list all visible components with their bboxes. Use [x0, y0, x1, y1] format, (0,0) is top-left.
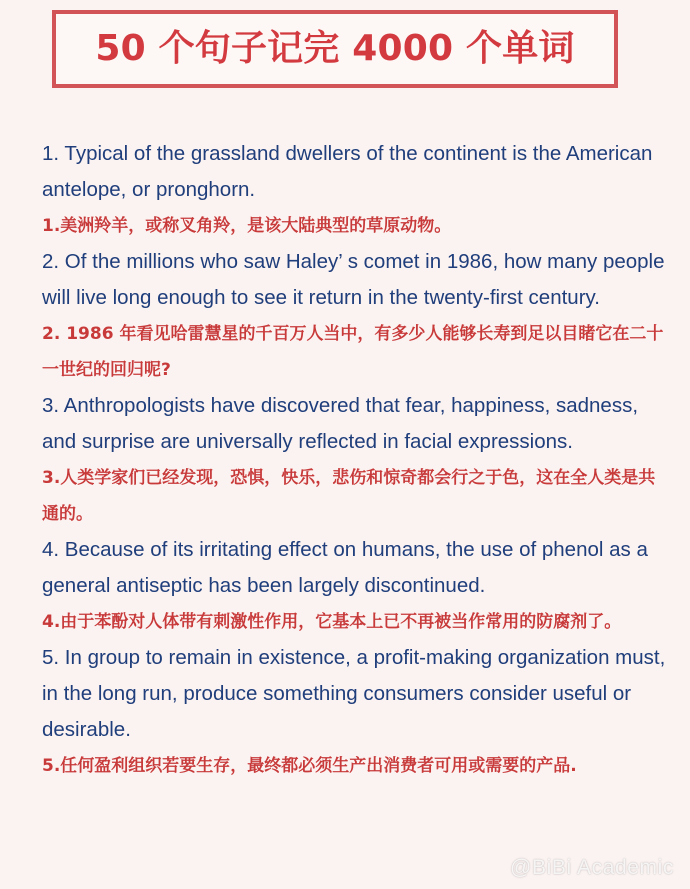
sentence-group-3 [42, 388, 668, 532]
chinese-translation-2: 2. 1986 年看见哈雷慧星的千百万人当中，有多少人能够长寿到足以目睹它在二十一世纪的回归呢? [42, 324, 664, 380]
chinese-translation-4: 4.由于苯酚对人体带有刺激性作用，它基本上已不再被当作常用的防腐剂了。 [42, 612, 622, 632]
sentence-group-5 [42, 640, 668, 784]
sentence-group-2 [42, 244, 668, 388]
english-sentence-4: 4. Because of its irritating effect on humans, the use of phenol as a general antiseptic has been largely discontinued. [42, 538, 648, 597]
english-sentence-1: 1. Typical of the grassland dwellers of the continent is the American antelope, or pronghorn. [42, 142, 653, 201]
english-sentence-5: 5. In group to remain in existence, a profit-making organization must, in the long run, produce something consumers consider useful or desirable. [42, 646, 666, 741]
chinese-translation-1: 1.美洲羚羊，或称叉角羚，是该大陆典型的草原动物。 [42, 216, 452, 236]
watermark-text: @BiBi Academic [510, 856, 674, 879]
chinese-translation-3: 3.人类学家们已经发现，恐惧，快乐，悲伤和惊奇都会行之于色，这在全人类是共通的。 [42, 468, 656, 524]
title-box [52, 10, 618, 88]
english-sentence-2: 2. Of the millions who saw Haley’ s comet in 1986, how many people will live long enough to see it return in the twenty-first century. [42, 250, 665, 309]
chinese-translation-5: 5.任何盈利组织若要生存，最终都必须生产出消费者可用或需要的产品. [42, 756, 577, 776]
sentence-group-4 [42, 532, 668, 640]
sentence-group-1 [42, 136, 668, 244]
content-body [42, 136, 668, 784]
english-sentence-3: 3. Anthropologists have discovered that fear, happiness, sadness, and surprise are universally reflected in facial expressions. [42, 394, 639, 453]
page-title: 50 个句子记完 4000 个单词 [95, 28, 575, 69]
